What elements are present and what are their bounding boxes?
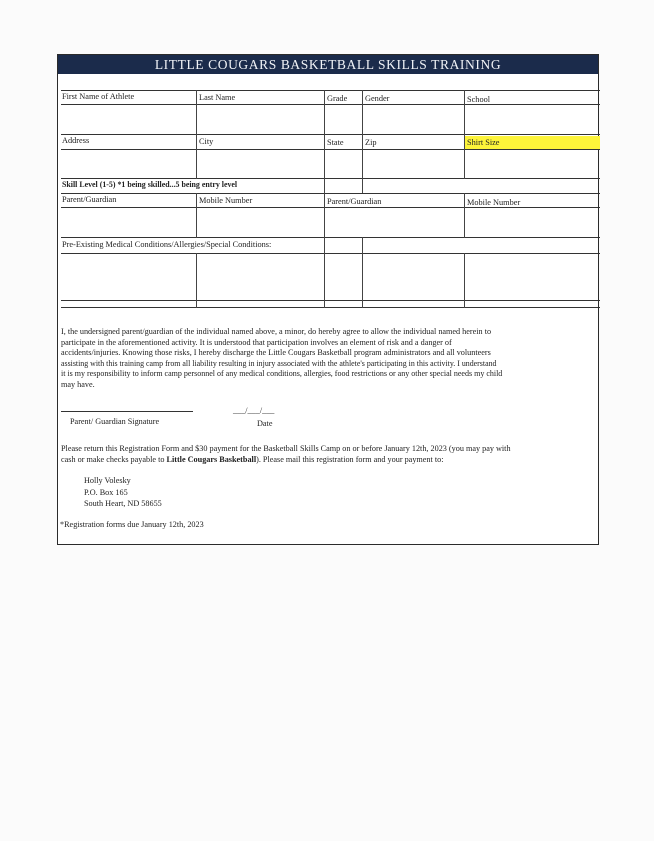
due-note: *Registration forms due January 12th, 2023 <box>60 520 204 529</box>
address-field[interactable] <box>61 150 196 178</box>
form-title: LITTLE COUGARS BASKETBALL SKILLS TRAINING <box>58 55 598 74</box>
waiver-line: accidents/injuries. Knowing those risks, I hereby discharge the Little Cougars Basketball program administrators and all volunteers <box>61 348 491 358</box>
zip-label: Zip <box>365 138 377 147</box>
waiver-line: I, the undersigned parent/guardian of the individual named above, a minor, do hereby agree to allow the individual named herein to <box>61 327 492 336</box>
city-label: City <box>199 137 214 146</box>
return-instructions <box>61 444 601 465</box>
address-label: Address <box>62 136 90 145</box>
mobile-number-2-field[interactable] <box>465 208 600 237</box>
gender-label: Gender <box>365 94 390 103</box>
last-name-field[interactable] <box>197 105 324 134</box>
grade-label: Grade <box>327 94 348 103</box>
waiver-line: may have. <box>61 379 95 389</box>
shirt-size-field[interactable] <box>465 150 600 178</box>
return-line: Please return this Registration Form and $30 payment for the Basketball Skills Camp on or before January 12th, 2023 (you may pay with <box>61 444 511 453</box>
gender-field[interactable] <box>363 105 464 134</box>
mailing-po-box: P.O. Box 165 <box>84 487 128 497</box>
state-field[interactable] <box>325 150 362 178</box>
school-field[interactable] <box>465 105 600 134</box>
parent-guardian-1-field[interactable] <box>61 208 196 237</box>
zip-field[interactable] <box>363 150 464 178</box>
first-name-field[interactable] <box>61 105 196 134</box>
medical-conditions-field[interactable] <box>61 254 600 300</box>
city-field[interactable] <box>197 150 324 178</box>
signature-line[interactable] <box>61 411 193 412</box>
mobile-number-1-field[interactable] <box>197 208 324 237</box>
state-label: State <box>327 138 344 147</box>
return-line <box>61 455 601 466</box>
mailing-city: South Heart, ND 58655 <box>84 499 162 508</box>
parent-guardian-2-label: Parent/Guardian <box>327 197 382 206</box>
date-label: Date <box>257 419 273 428</box>
first-name-label: First Name of Athlete <box>62 92 135 101</box>
waiver-line: assisting with this training camp from all liability resulting in injury associated with the athlete's participating in this activity. I understand <box>61 358 497 368</box>
waiver-line: participate in the aforementioned activity. It is understood that participation involves an element of risk and a danger of <box>61 337 452 347</box>
waiver-text <box>61 327 601 391</box>
school-label: School <box>467 95 491 104</box>
signature-label: Parent/ Guardian Signature <box>70 417 160 426</box>
mobile-number-1-label: Mobile Number <box>199 196 253 205</box>
date-field[interactable]: ___/___/___ <box>233 406 275 415</box>
form-grid <box>58 74 598 315</box>
mailing-name: Holly Volesky <box>84 476 131 485</box>
return-line-post: ). Please mail this registration form and your payment to: <box>256 454 444 464</box>
shirt-size-label: Shirt Size <box>467 138 500 147</box>
grade-field[interactable] <box>325 105 362 134</box>
return-line-pre: cash or make checks payable to <box>61 454 167 464</box>
last-name-label: Last Name <box>199 93 236 102</box>
mailing-address <box>84 475 384 510</box>
payee-name: Little Cougars Basketball <box>166 454 257 464</box>
skill-level-field[interactable] <box>325 179 362 193</box>
parent-guardian-2-field[interactable] <box>325 208 464 237</box>
parent-guardian-1-label: Parent/Guardian <box>62 195 117 204</box>
waiver-line: it is my responsibility to inform camp personnel of any medical conditions, allergies, food restrictions or any other special needs my child <box>61 369 503 379</box>
registration-form <box>57 54 599 545</box>
mobile-number-2-label: Mobile Number <box>467 198 521 207</box>
medical-conditions-label: Pre-Existing Medical Conditions/Allergies/Special Conditions: <box>62 240 272 249</box>
skill-level-label: Skill Level (1-5) *1 being skilled...5 being entry level <box>62 180 238 189</box>
